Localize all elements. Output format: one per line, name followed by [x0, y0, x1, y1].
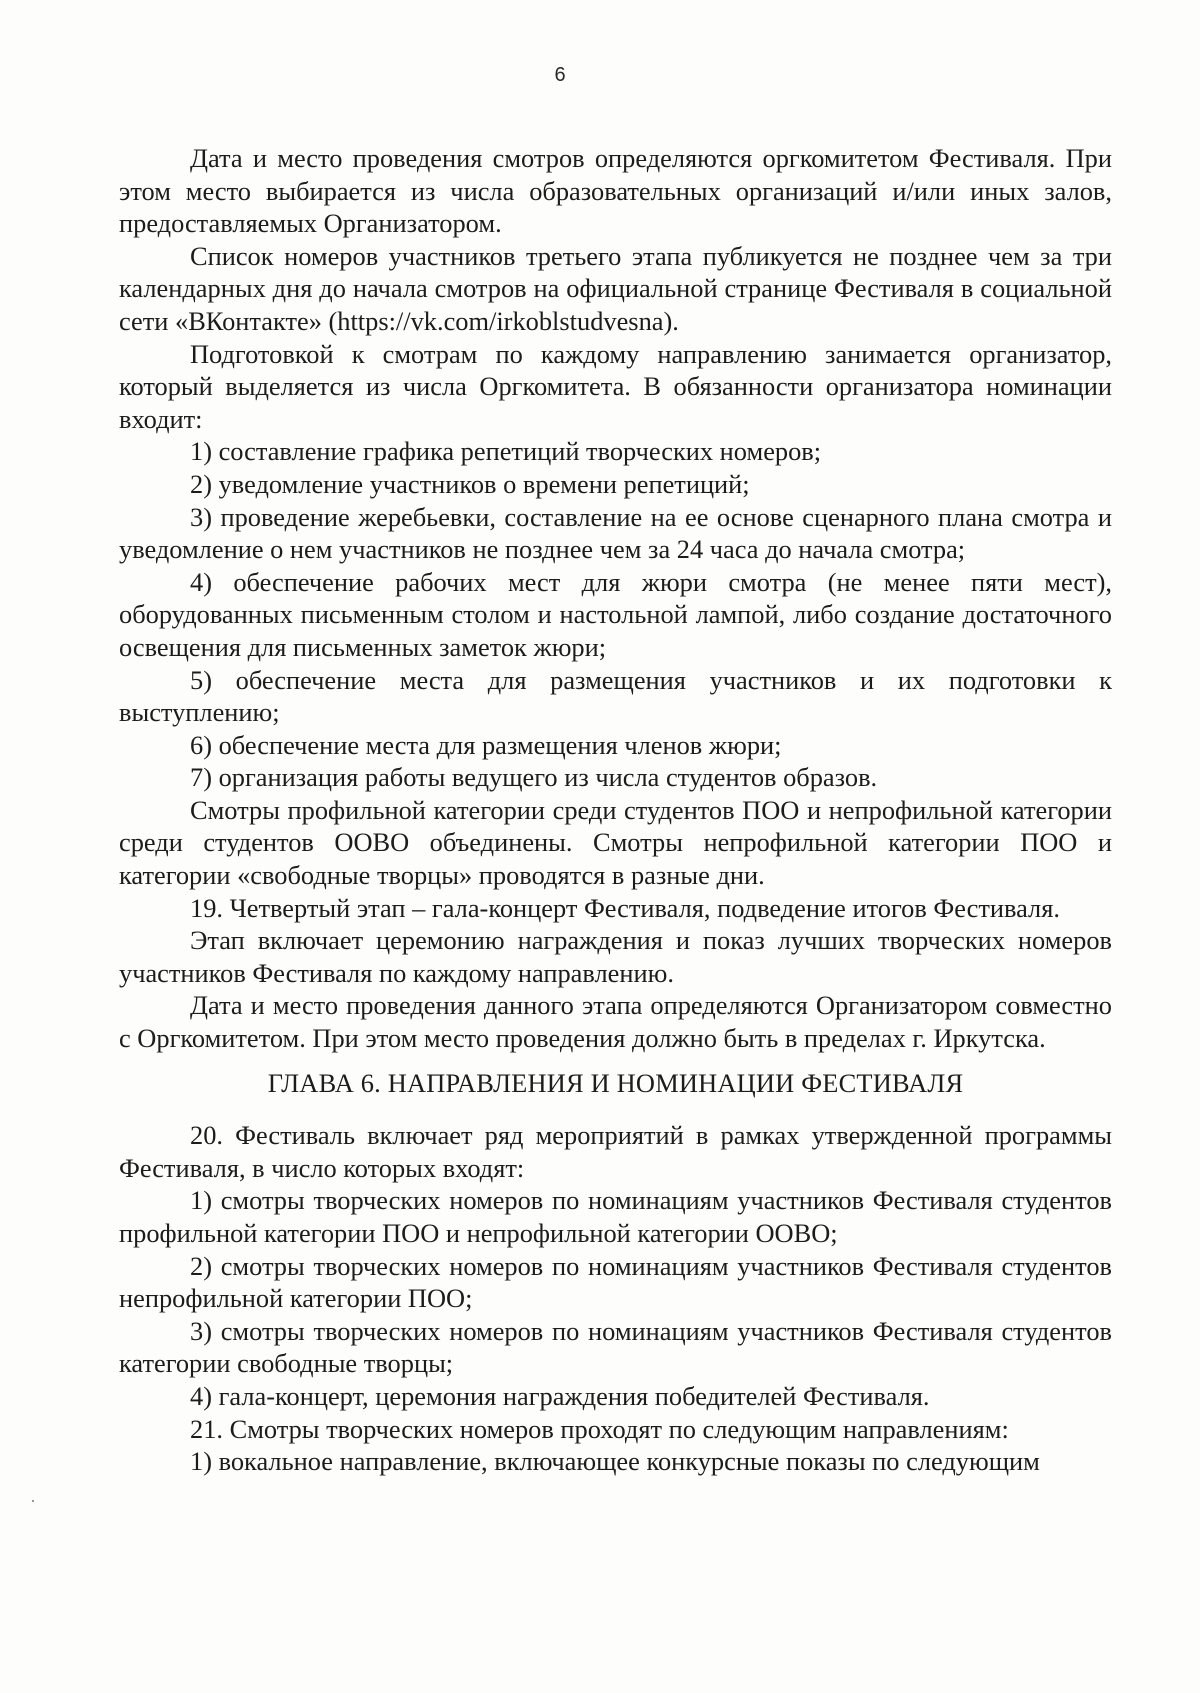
paragraph: Список номеров участников третьего этапа публикуется не позднее чем за три календарных дня до начала смотров на официальной странице Фестиваля в социальной сети «ВКонтакте» (https://vk.com/irkoblstudvesna). — [119, 240, 1112, 336]
list-item: 4) гала-концерт, церемония награждения победителей Фестиваля. — [190, 1380, 930, 1411]
list-item: 3) проведение жеребьевки, составление на ее основе сценарного плана смотра и уведомление о нем участников не позднее чем за 24 часа до начала смотра; — [119, 501, 1112, 565]
scan-speck — [32, 1500, 34, 1502]
paragraph: Дата и место проведения данного этапа определяются Организатором совместно с Оргкомитетом. При этом место проведения должно быть в пределах г. Иркутска. — [119, 990, 1112, 1054]
list-item: 5) обеспечение места для размещения участников и их подготовки к выступлению; — [119, 664, 1112, 728]
list-item: 7) организация работы ведущего из числа студентов образов. — [190, 762, 878, 793]
paragraph: Дата и место проведения смотров определяются оргкомитетом Фестиваля. При этом место выбирается из числа образовательных организаций и/или иных залов, предоставляемых Организатором. — [119, 143, 1112, 239]
list-item: 6) обеспечение места для размещения членов жюри; — [190, 729, 782, 760]
list-item: 2) уведомление участников о времени репетиций; — [190, 468, 750, 499]
page-number: 6 — [554, 64, 566, 86]
chapter-heading: ГЛАВА 6. НАПРАВЛЕНИЯ И НОМИНАЦИИ ФЕСТИВАЛЯ — [267, 1067, 964, 1098]
paragraph: 19. Четвертый этап – гала-концерт Фестиваля, подведение итогов Фестиваля. — [190, 892, 1060, 923]
list-item: 3) смотры творческих номеров по номинациям участников Фестиваля студентов категории свободные творцы; — [119, 1315, 1112, 1379]
list-item: 1) вокальное направление, включающее конкурсные показы по следующим — [190, 1446, 1040, 1477]
document-body — [119, 142, 1112, 1478]
list-item: 1) смотры творческих номеров по номинациям участников Фестиваля студентов профильной категории ПОО и непрофильной категории ООВО; — [119, 1185, 1112, 1248]
list-item: 4) обеспечение рабочих мест для жюри смотра (не менее пяти мест), оборудованных письменным столом и настольной лампой, либо создание достаточного освещения для письменных заметок жюри; — [119, 566, 1112, 662]
paragraph: Смотры профильной категории среди студентов ПОО и непрофильной категории среди студентов ООВО объединены. Смотры непрофильной категории ПОО и категории «свободные творцы» проводятся в разные дни. — [119, 794, 1112, 891]
list-item: 2) смотры творческих номеров по номинациям участников Фестиваля студентов непрофильной категории ПОО; — [119, 1250, 1112, 1314]
paragraph: 21. Смотры творческих номеров проходят по следующим направлениям: — [190, 1413, 1009, 1444]
paragraph: Подготовкой к смотрам по каждому направлению занимается организатор, который выделяется из числа Оргкомитета. В обязанности организатора номинации входит: — [119, 338, 1112, 434]
paragraph: 20. Фестиваль включает ряд мероприятий в рамках утвержденной программы Фестиваля, в число которых входят: — [119, 1120, 1112, 1183]
list-item: 1) составление графика репетиций творческих номеров; — [190, 436, 822, 467]
paragraph: Этап включает церемонию награждения и показ лучших творческих номеров участников Фестиваля по каждому направлению. — [119, 925, 1112, 988]
